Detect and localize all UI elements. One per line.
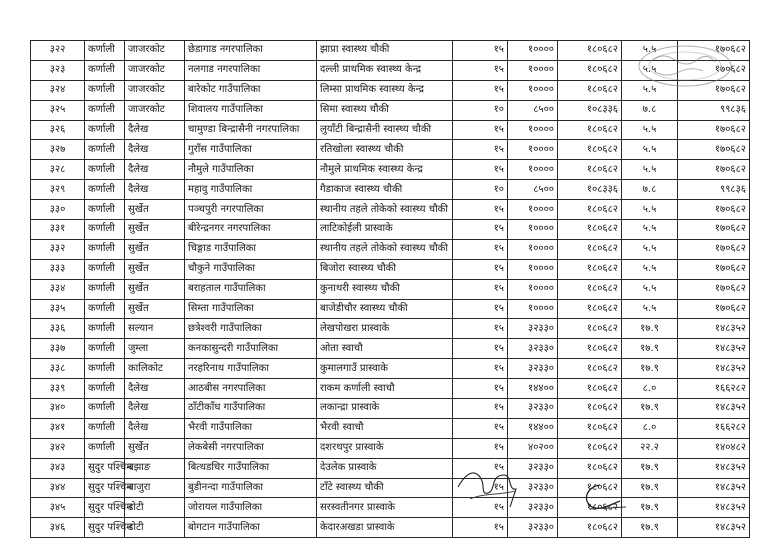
province-cell: कर्णाली	[85, 359, 125, 379]
district-cell: जुम्ला	[125, 339, 185, 359]
net-amount-cell: १४८३५२	[678, 319, 750, 339]
percentage-cell: ७.८	[622, 180, 678, 200]
local-level-cell: चिङ्गाड गाउँपालिका	[185, 239, 317, 259]
count-cell: १५	[453, 140, 508, 160]
table-row	[31, 200, 750, 220]
local-level-cell: सिम्ता गाउँपालिका	[185, 299, 317, 319]
count-cell: १५	[453, 120, 508, 140]
table-row	[31, 379, 750, 399]
serial-number-cell: ३३७	[31, 339, 85, 359]
net-amount-cell: १४८३५२	[678, 518, 750, 538]
table-row	[31, 299, 750, 319]
net-amount-cell: १७०६८२	[678, 200, 750, 220]
amount-cell: १४४००	[508, 379, 558, 399]
local-level-cell: छेडागाड नगरपालिका	[185, 41, 317, 61]
percentage-cell: २२.२	[622, 438, 678, 458]
local-level-cell: चौकुने गाउँपालिका	[185, 259, 317, 279]
serial-number-cell: ३४१	[31, 418, 85, 438]
province-cell: कर्णाली	[85, 180, 125, 200]
province-cell: कर्णाली	[85, 279, 125, 299]
district-cell: दैलेख	[125, 180, 185, 200]
total-budget-cell: १८०६८२	[558, 140, 622, 160]
serial-number-cell: ३४२	[31, 438, 85, 458]
total-budget-cell: १०८३३६	[558, 180, 622, 200]
count-cell: १५	[453, 518, 508, 538]
official-stamp	[625, 40, 735, 88]
total-budget-cell: १८०६८२	[558, 399, 622, 419]
count-cell: १५	[453, 319, 508, 339]
amount-cell: १००००	[508, 220, 558, 240]
serial-number-cell: ३३६	[31, 319, 85, 339]
table-row	[31, 319, 750, 339]
amount-cell: ३२३३०	[508, 399, 558, 419]
amount-cell: १४४००	[508, 418, 558, 438]
serial-number-cell: ३२५	[31, 100, 85, 120]
percentage-cell: ७.८	[622, 100, 678, 120]
district-cell: कालिकोट	[125, 359, 185, 379]
district-cell: जाजरकोट	[125, 41, 185, 61]
count-cell: १५	[453, 478, 508, 498]
percentage-cell: ५.५	[622, 220, 678, 240]
count-cell: १५	[453, 359, 508, 379]
health-institution-cell: बिजोरा स्वास्थ्य चौकी	[317, 259, 453, 279]
local-level-cell: चामुण्डा बिन्द्रासैनी नगरपालिका	[185, 120, 317, 140]
count-cell: १५	[453, 458, 508, 478]
health-institution-cell: लेखपोखरा प्रास्वाके	[317, 319, 453, 339]
province-cell: कर्णाली	[85, 239, 125, 259]
net-amount-cell: १७०६८२	[678, 259, 750, 279]
count-cell: १५	[453, 399, 508, 419]
net-amount-cell: १७०६८२	[678, 140, 750, 160]
count-cell: १५	[453, 160, 508, 180]
total-budget-cell: १८०६८२	[558, 339, 622, 359]
total-budget-cell: १८०६८२	[558, 359, 622, 379]
amount-cell: १००००	[508, 239, 558, 259]
province-cell: सुदुर पश्चिम	[85, 478, 125, 498]
net-amount-cell: १७०६८२	[678, 60, 750, 80]
serial-number-cell: ३२३	[31, 60, 85, 80]
net-amount-cell: १४८३५२	[678, 359, 750, 379]
district-cell: सुर्खेत	[125, 299, 185, 319]
total-budget-cell: १८०६८२	[558, 239, 622, 259]
serial-number-cell: ३२४	[31, 80, 85, 100]
health-institution-cell: सरस्वतीनगर प्रास्वाके	[317, 498, 453, 518]
district-cell: डोटी	[125, 498, 185, 518]
local-level-cell: नौमुले गाउँपालिका	[185, 160, 317, 180]
percentage-cell: ५.५	[622, 299, 678, 319]
amount-cell: ८५००	[508, 100, 558, 120]
serial-number-cell: ३३४	[31, 279, 85, 299]
local-level-cell: बारेकोट गाउँपालिका	[185, 80, 317, 100]
district-cell: जाजरकोट	[125, 60, 185, 80]
amount-cell: ८५००	[508, 180, 558, 200]
table-row	[31, 239, 750, 259]
health-institution-cell: रतिखोला स्वास्थ्य चौकी	[317, 140, 453, 160]
serial-number-cell: ३३२	[31, 239, 85, 259]
local-level-cell: बुडीनन्दा गाउँपालिका	[185, 478, 317, 498]
total-budget-cell: १८०६८२	[558, 299, 622, 319]
district-cell: बझाङ	[125, 458, 185, 478]
province-cell: कर्णाली	[85, 80, 125, 100]
count-cell: १५	[453, 60, 508, 80]
serial-number-cell: ३२६	[31, 120, 85, 140]
health-institution-cell: भैरवी स्वाचौ	[317, 418, 453, 438]
district-cell: जाजरकोट	[125, 80, 185, 100]
province-cell: कर्णाली	[85, 438, 125, 458]
amount-cell: १००००	[508, 60, 558, 80]
total-budget-cell: १८०६८२	[558, 319, 622, 339]
district-cell: सुर्खेत	[125, 438, 185, 458]
health-institution-cell: दल्ली प्राथमिक स्वास्थ्य केन्द्र	[317, 60, 453, 80]
local-level-cell: नलगाड नगरपालिका	[185, 60, 317, 80]
district-cell: सुर्खेत	[125, 259, 185, 279]
total-budget-cell: १८०६८२	[558, 41, 622, 61]
table-row	[31, 100, 750, 120]
net-amount-cell: १४०४८२	[678, 438, 750, 458]
count-cell: १५	[453, 239, 508, 259]
table-row	[31, 259, 750, 279]
net-amount-cell: १७०६८२	[678, 239, 750, 259]
total-budget-cell: १८०६८२	[558, 259, 622, 279]
amount-cell: १००००	[508, 259, 558, 279]
count-cell: १५	[453, 379, 508, 399]
net-amount-cell: १४८३५२	[678, 399, 750, 419]
district-cell: दैलेख	[125, 418, 185, 438]
percentage-cell: ५.५	[622, 239, 678, 259]
percentage-cell: ५.५	[622, 160, 678, 180]
percentage-cell: १७.९	[622, 339, 678, 359]
table-row	[31, 359, 750, 379]
count-cell: १५	[453, 438, 508, 458]
amount-cell: ३२३३०	[508, 498, 558, 518]
district-cell: दैलेख	[125, 160, 185, 180]
amount-cell: १००००	[508, 279, 558, 299]
local-level-cell: जोरायल गाउँपालिका	[185, 498, 317, 518]
serial-number-cell: ३४४	[31, 478, 85, 498]
local-level-cell: बोगटान गाउँपालिका	[185, 518, 317, 538]
total-budget-cell: १८०६८२	[558, 518, 622, 538]
total-budget-cell: १८०६८२	[558, 220, 622, 240]
local-level-cell: भैरवी गाउँपालिका	[185, 418, 317, 438]
serial-number-cell: ३३५	[31, 299, 85, 319]
count-cell: १५	[453, 200, 508, 220]
net-amount-cell: ९९८३६	[678, 100, 750, 120]
count-cell: १५	[453, 418, 508, 438]
health-institution-cell: लुयाँटी बिन्द्रासैनी स्वास्थ्य चौकी	[317, 120, 453, 140]
count-cell: १५	[453, 339, 508, 359]
serial-number-cell: ३२२	[31, 41, 85, 61]
province-cell: कर्णाली	[85, 41, 125, 61]
percentage-cell: ५.५	[622, 200, 678, 220]
province-cell: कर्णाली	[85, 200, 125, 220]
handwritten-signature	[450, 455, 650, 525]
table-row	[31, 279, 750, 299]
net-amount-cell: १७०६८२	[678, 279, 750, 299]
table-row	[31, 399, 750, 419]
province-cell: कर्णाली	[85, 339, 125, 359]
health-institution-cell: लिम्सा प्राथमिक स्वास्थ्य केन्द्र	[317, 80, 453, 100]
count-cell: १५	[453, 41, 508, 61]
local-level-cell: बराहताल गाउँपालिका	[185, 279, 317, 299]
amount-cell: १००००	[508, 160, 558, 180]
health-institution-cell: झाप्रा स्वास्थ्य चौकी	[317, 41, 453, 61]
province-cell: कर्णाली	[85, 418, 125, 438]
health-institution-cell: कुमालगाउँ प्रास्वाके	[317, 359, 453, 379]
count-cell: १५	[453, 279, 508, 299]
net-amount-cell: १४८३५२	[678, 339, 750, 359]
net-amount-cell: १७०६८२	[678, 220, 750, 240]
percentage-cell: १७.९	[622, 399, 678, 419]
province-cell: कर्णाली	[85, 120, 125, 140]
amount-cell: १००००	[508, 299, 558, 319]
amount-cell: ३२३३०	[508, 319, 558, 339]
serial-number-cell: ३२९	[31, 180, 85, 200]
health-institution-cell: नौमुले प्राथमिक स्वास्थ्य केन्द्र	[317, 160, 453, 180]
net-amount-cell: १४८३५२	[678, 478, 750, 498]
total-budget-cell: १०८३३६	[558, 100, 622, 120]
net-amount-cell: १६६२८२	[678, 379, 750, 399]
local-level-cell: नरहरिनाथ गाउँपालिका	[185, 359, 317, 379]
table-row	[31, 180, 750, 200]
net-amount-cell: १७०६८२	[678, 299, 750, 319]
local-level-cell: लेकबेसी नगरपालिका	[185, 438, 317, 458]
count-cell: १५	[453, 259, 508, 279]
percentage-cell: १७.९	[622, 359, 678, 379]
province-cell: कर्णाली	[85, 259, 125, 279]
total-budget-cell: १८०६८२	[558, 478, 622, 498]
amount-cell: ३२३३०	[508, 478, 558, 498]
net-amount-cell: ९९८३६	[678, 180, 750, 200]
total-budget-cell: १८०६८२	[558, 80, 622, 100]
province-cell: कर्णाली	[85, 319, 125, 339]
table-row	[31, 140, 750, 160]
net-amount-cell: १६६२८२	[678, 418, 750, 438]
table-row	[31, 160, 750, 180]
amount-cell: ३२३३०	[508, 339, 558, 359]
health-institution-cell: सिमा स्वास्थ्य चौकी	[317, 100, 453, 120]
province-cell: कर्णाली	[85, 220, 125, 240]
table-row	[31, 220, 750, 240]
district-cell: सुर्खेत	[125, 200, 185, 220]
province-cell: कर्णाली	[85, 379, 125, 399]
serial-number-cell: ३४५	[31, 498, 85, 518]
local-level-cell: ठाँटीकाँध गाउँपालिका	[185, 399, 317, 419]
count-cell: १५	[453, 498, 508, 518]
health-institution-cell: स्थानीय तहले तोकेको स्वास्थ्य चौकी	[317, 200, 453, 220]
serial-number-cell: ३३८	[31, 359, 85, 379]
table-row	[31, 120, 750, 140]
health-institution-cell: ओता स्वाचौ	[317, 339, 453, 359]
district-cell: सुर्खेत	[125, 220, 185, 240]
serial-number-cell: ३३९	[31, 379, 85, 399]
serial-number-cell: ३२७	[31, 140, 85, 160]
percentage-cell: ८.०	[622, 418, 678, 438]
percentage-cell: १७.९	[622, 319, 678, 339]
district-cell: दैलेख	[125, 379, 185, 399]
total-budget-cell: १८०६८२	[558, 379, 622, 399]
local-level-cell: बित्थडचिर गाउँपालिका	[185, 458, 317, 478]
serial-number-cell: ३४३	[31, 458, 85, 478]
total-budget-cell: १८०६८२	[558, 438, 622, 458]
health-institution-cell: गैडाकाज स्वास्थ्य चौकी	[317, 180, 453, 200]
net-amount-cell: १७०६८२	[678, 80, 750, 100]
amount-cell: १००००	[508, 41, 558, 61]
local-level-cell: छत्रेश्वरी गाउँपालिका	[185, 319, 317, 339]
amount-cell: १००००	[508, 200, 558, 220]
district-cell: दैलेख	[125, 399, 185, 419]
percentage-cell: ५.५	[622, 259, 678, 279]
net-amount-cell: १७०६८२	[678, 120, 750, 140]
health-institution-cell: लकान्द्रा प्रास्वाके	[317, 399, 453, 419]
health-institution-cell: लाटिकोईली प्रास्वाके	[317, 220, 453, 240]
amount-cell: १००००	[508, 80, 558, 100]
amount-cell: ४०२००	[508, 438, 558, 458]
province-cell: सुदुर पश्चिम	[85, 498, 125, 518]
province-cell: कर्णाली	[85, 399, 125, 419]
district-cell: दैलेख	[125, 120, 185, 140]
total-budget-cell: १८०६८२	[558, 279, 622, 299]
percentage-cell: १७.९	[622, 478, 678, 498]
serial-number-cell: ३४६	[31, 518, 85, 538]
district-cell: सुर्खेत	[125, 239, 185, 259]
district-cell: डोटी	[125, 518, 185, 538]
percentage-cell: ८.०	[622, 379, 678, 399]
percentage-cell: ५.५	[622, 140, 678, 160]
health-institution-cell: दशरथपुर प्रास्वाके	[317, 438, 453, 458]
percentage-cell: ५.५	[622, 120, 678, 140]
district-cell: सुर्खेत	[125, 279, 185, 299]
amount-cell: १००००	[508, 120, 558, 140]
province-cell: कर्णाली	[85, 299, 125, 319]
total-budget-cell: १८०६८२	[558, 60, 622, 80]
province-cell: कर्णाली	[85, 140, 125, 160]
net-amount-cell: १७०६८२	[678, 160, 750, 180]
local-level-cell: महावु गाउँपालिका	[185, 180, 317, 200]
serial-number-cell: ३३०	[31, 200, 85, 220]
province-cell: सुदुर पश्चिम	[85, 518, 125, 538]
amount-cell: १००००	[508, 140, 558, 160]
health-institution-cell: कुनाथरी स्वास्थ्य चौकी	[317, 279, 453, 299]
local-level-cell: बीरेन्द्रनगर नगरपालिका	[185, 220, 317, 240]
health-institution-cell: बाजेडीचौर स्वास्थ्य चौकी	[317, 299, 453, 319]
count-cell: १५	[453, 80, 508, 100]
health-institution-cell: टाँटे स्वास्थ्य चौकी	[317, 478, 453, 498]
total-budget-cell: १८०६८२	[558, 160, 622, 180]
amount-cell: ३२३३०	[508, 359, 558, 379]
count-cell: १५	[453, 220, 508, 240]
district-cell: सल्यान	[125, 319, 185, 339]
serial-number-cell: ३२८	[31, 160, 85, 180]
health-institution-cell: केदारअखडा प्रास्वाके	[317, 518, 453, 538]
percentage-cell: १७.९	[622, 458, 678, 478]
count-cell: १५	[453, 299, 508, 319]
net-amount-cell: १७०६८२	[678, 41, 750, 61]
count-cell: १०	[453, 180, 508, 200]
province-cell: कर्णाली	[85, 160, 125, 180]
amount-cell: ३२३३०	[508, 458, 558, 478]
local-level-cell: आठबीस नगरपालिका	[185, 379, 317, 399]
percentage-cell: ५.५	[622, 279, 678, 299]
local-level-cell: गुराँस गाउँपालिका	[185, 140, 317, 160]
health-institution-cell: देउलेक प्रास्वाके	[317, 458, 453, 478]
province-cell: कर्णाली	[85, 100, 125, 120]
count-cell: १०	[453, 100, 508, 120]
district-cell: बाजुरा	[125, 478, 185, 498]
total-budget-cell: १८०६८२	[558, 418, 622, 438]
percentage-cell: ५.५	[622, 41, 678, 61]
serial-number-cell: ३३३	[31, 259, 85, 279]
province-cell: कर्णाली	[85, 60, 125, 80]
percentage-cell: ५.५	[622, 80, 678, 100]
health-institution-cell: स्थानीय तहले तोकेको स्वास्थ्य चौकी	[317, 239, 453, 259]
percentage-cell: ५.५	[622, 60, 678, 80]
serial-number-cell: ३३१	[31, 220, 85, 240]
total-budget-cell: १८०६८२	[558, 200, 622, 220]
health-institution-cell: राकम कर्णाली स्वाचौ	[317, 379, 453, 399]
table-row	[31, 339, 750, 359]
district-cell: जाजरकोट	[125, 100, 185, 120]
total-budget-cell: १८०६८२	[558, 120, 622, 140]
local-level-cell: शिवालय गाउँपालिका	[185, 100, 317, 120]
district-cell: दैलेख	[125, 140, 185, 160]
total-budget-cell: १८०६८२	[558, 458, 622, 478]
serial-number-cell: ३४०	[31, 399, 85, 419]
table-row	[31, 418, 750, 438]
net-amount-cell: १४८३५२	[678, 458, 750, 478]
percentage-cell: १७.९	[622, 518, 678, 538]
local-level-cell: पञ्चपुरी नगरपालिका	[185, 200, 317, 220]
amount-cell: ३२३३०	[508, 518, 558, 538]
province-cell: सुदुर पश्चिम	[85, 458, 125, 478]
local-level-cell: कनकासुन्दरी गाउँपालिका	[185, 339, 317, 359]
total-budget-cell: १८०६८२	[558, 498, 622, 518]
percentage-cell: १७.९	[622, 498, 678, 518]
net-amount-cell: १४८३५२	[678, 498, 750, 518]
